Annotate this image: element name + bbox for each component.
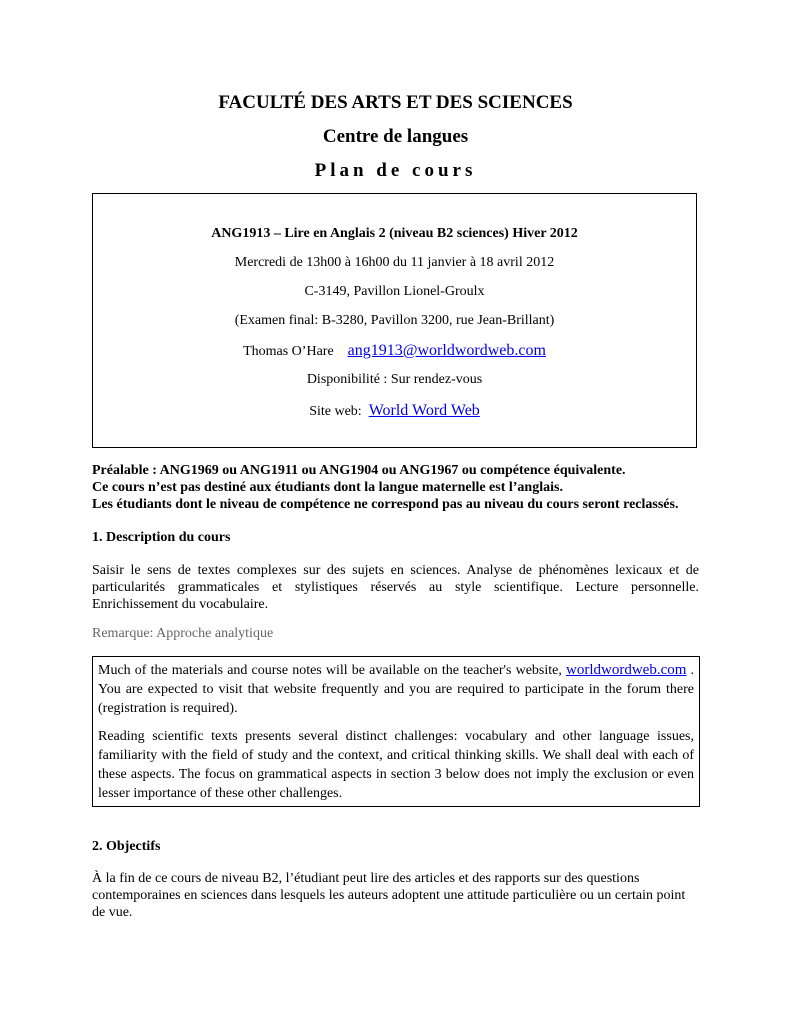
course-info-box xyxy=(92,193,697,448)
note-website-link[interactable]: worldwordweb.com xyxy=(566,662,687,678)
section-2-body: À la fin de ce cours de niveau B2, l’étudiant peut lire des articles et des rapports sur des questions contemporaines en sciences dans lesquels les auteurs adoptent une attitude particulière ou un certain point de vue. xyxy=(92,871,686,920)
section-2-heading: 2. Objectifs xyxy=(92,839,161,854)
website-line xyxy=(93,402,696,420)
website-note-box xyxy=(92,656,700,807)
remark-text: Remarque: Approche analytique xyxy=(92,626,274,641)
website-label: Site web: xyxy=(309,404,362,419)
availability: Disponibilité : Sur rendez-vous xyxy=(306,372,483,387)
website-link[interactable]: World Word Web xyxy=(368,402,480,419)
section-1-body: Saisir le sens de textes complexes sur des sujets en sciences. Analyse de phénomènes lexicaux et de particularités grammaticales et stylistiques réservés au style scientifique. Lecture personnelle. Enrichissement du vocabulaire. xyxy=(92,563,699,612)
instructor-line xyxy=(93,342,696,360)
prerequisites xyxy=(92,462,699,513)
course-schedule: Mercredi de 13h00 à 16h00 du 11 janvier à 18 avril 2012 xyxy=(234,255,555,270)
exam-location: (Examen final: B-3280, Pavillon 3200, rue Jean-Brillant) xyxy=(234,313,555,328)
section-1-heading: 1. Description du cours xyxy=(92,530,231,545)
faculty-heading: FACULTÉ DES ARTS ET DES SCIENCES xyxy=(218,92,573,113)
instructor-email-link[interactable]: ang1913@worldwordweb.com xyxy=(347,342,546,359)
prereq-line-1: Préalable : ANG1969 ou ANG1911 ou ANG1904 ou ANG1967 ou compétence équivalente. xyxy=(92,463,626,478)
note-p1-rest: . You are expected to visit that website frequently and you are required to participate in the forum there (registration is required). xyxy=(98,663,695,716)
instructor-name: Thomas O’Hare xyxy=(243,344,334,359)
course-room: C-3149, Pavillon Lionel-Groulx xyxy=(304,284,485,299)
centre-heading: Centre de langues xyxy=(322,126,469,147)
course-title: ANG1913 – Lire en Anglais 2 (niveau B2 sciences) Hiver 2012 xyxy=(211,226,578,241)
note-paragraph-1 xyxy=(98,661,694,718)
note-paragraph-2: Reading scientific texts presents several distinct challenges: vocabulary and other language issues, familiarity with the field of study and the context, and critical thinking skills. We shall deal with each of these aspects. The focus on grammatical aspects in section 3 below does not imply the exclusion or even lesser importance of these other challenges. xyxy=(98,729,694,801)
prereq-line-3: Les étudiants dont le niveau de compétence ne correspond pas au niveau du cours seront reclassés. xyxy=(92,497,679,512)
prereq-line-2: Ce cours n’est pas destiné aux étudiants dont la langue maternelle est l’anglais. xyxy=(92,480,563,495)
note-p1-text: Much of the materials and course notes will be available on the teacher's website, xyxy=(98,663,562,678)
course-plan-heading: Plan de cours xyxy=(314,160,477,181)
